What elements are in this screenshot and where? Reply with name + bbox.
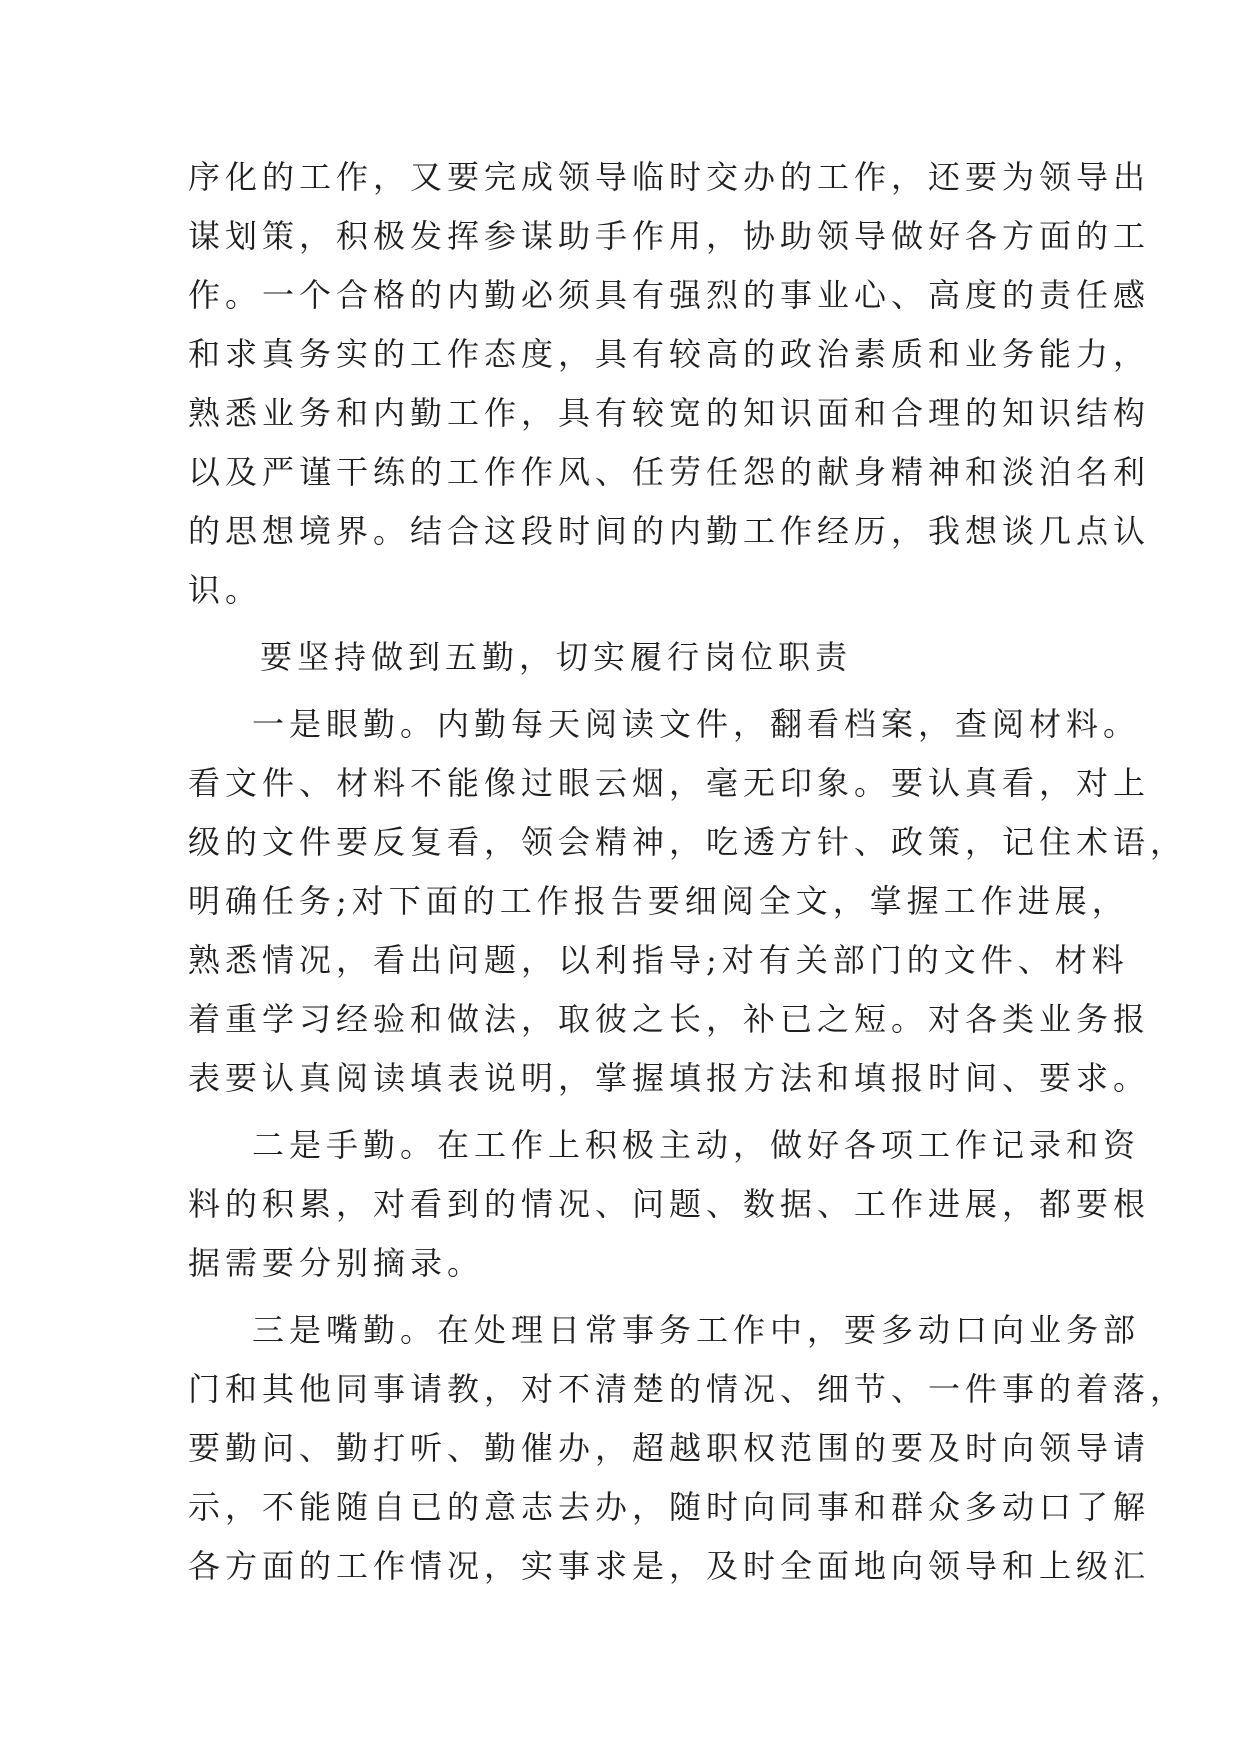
text-line: 据需要分别摘录。: [188, 1244, 485, 1282]
text-line: 看文件、材料不能像过眼云烟，毫无印象。要认真看，对上: [188, 764, 1151, 802]
text-line: 级的文件要反复看，领会精神，吃透方针、政策，记住术语，: [188, 823, 1188, 861]
section-heading: 要坚持做到五勤，切实履行岗位职责: [260, 638, 853, 676]
text-line: 示，不能随自已的意志去办，随时向同事和群众多动口了解: [188, 1488, 1151, 1526]
text-line: 和求真务实的工作态度，具有较高的政治素质和业务能力，: [188, 335, 1151, 373]
text-line: 识。: [188, 571, 263, 609]
text-line: 二是手勤。在工作上积极主动，做好各项工作记录和资: [252, 1126, 1141, 1164]
text-line: 熟悉情况，看出问题，以利指导;对有关部门的文件、材料: [188, 941, 1129, 979]
text-line: 着重学习经验和做法，取彼之长，补已之短。对各类业务报: [188, 1000, 1151, 1038]
text-line: 表要认真阅读填表说明，掌握填报方法和填报时间、要求。: [188, 1059, 1151, 1097]
text-line: 作。一个合格的内勤必须具有强烈的事业心、高度的责任感: [188, 276, 1151, 314]
text-line: 谋划策，积极发挥参谋助手作用，协助领导做好各方面的工: [188, 217, 1151, 255]
text-line: 的思想境界。结合这段时间的内勤工作经历，我想谈几点认: [188, 512, 1151, 550]
text-line: 三是嘴勤。在处理日常事务工作中，要多动口向业务部: [252, 1311, 1141, 1349]
text-line: 明确任务;对下面的工作报告要细阅全文，掌握工作进展，: [188, 882, 1129, 920]
text-line: 序化的工作，又要完成领导临时交办的工作，还要为领导出: [188, 158, 1151, 196]
text-line: 料的积累，对看到的情况、问题、数据、工作进展，都要根: [188, 1185, 1151, 1223]
paragraph-eye-diligence: [188, 695, 1188, 1108]
paragraph-mouth-diligence: [188, 1301, 1188, 1596]
intro-paragraph: [188, 148, 1151, 620]
text-line: 要勤问、勤打听、勤催办，超越职权范围的要及时向领导请: [188, 1429, 1151, 1467]
paragraph-hand-diligence: [188, 1116, 1151, 1293]
text-line: 各方面的工作情况，实事求是，及时全面地向领导和上级汇: [188, 1547, 1151, 1585]
text-line: 以及严谨干练的工作作风、任劳任怨的献身精神和淡泊名利: [188, 453, 1151, 491]
text-line: 门和其他同事请教，对不清楚的情况、细节、一件事的着落，: [188, 1370, 1188, 1408]
document-body: [188, 148, 1188, 1596]
text-line: 熟悉业务和内勤工作，具有较宽的知识面和合理的知识结构: [188, 394, 1151, 432]
text-line: 一是眼勤。内勤每天阅读文件，翻看档案，查阅材料。: [252, 705, 1141, 743]
